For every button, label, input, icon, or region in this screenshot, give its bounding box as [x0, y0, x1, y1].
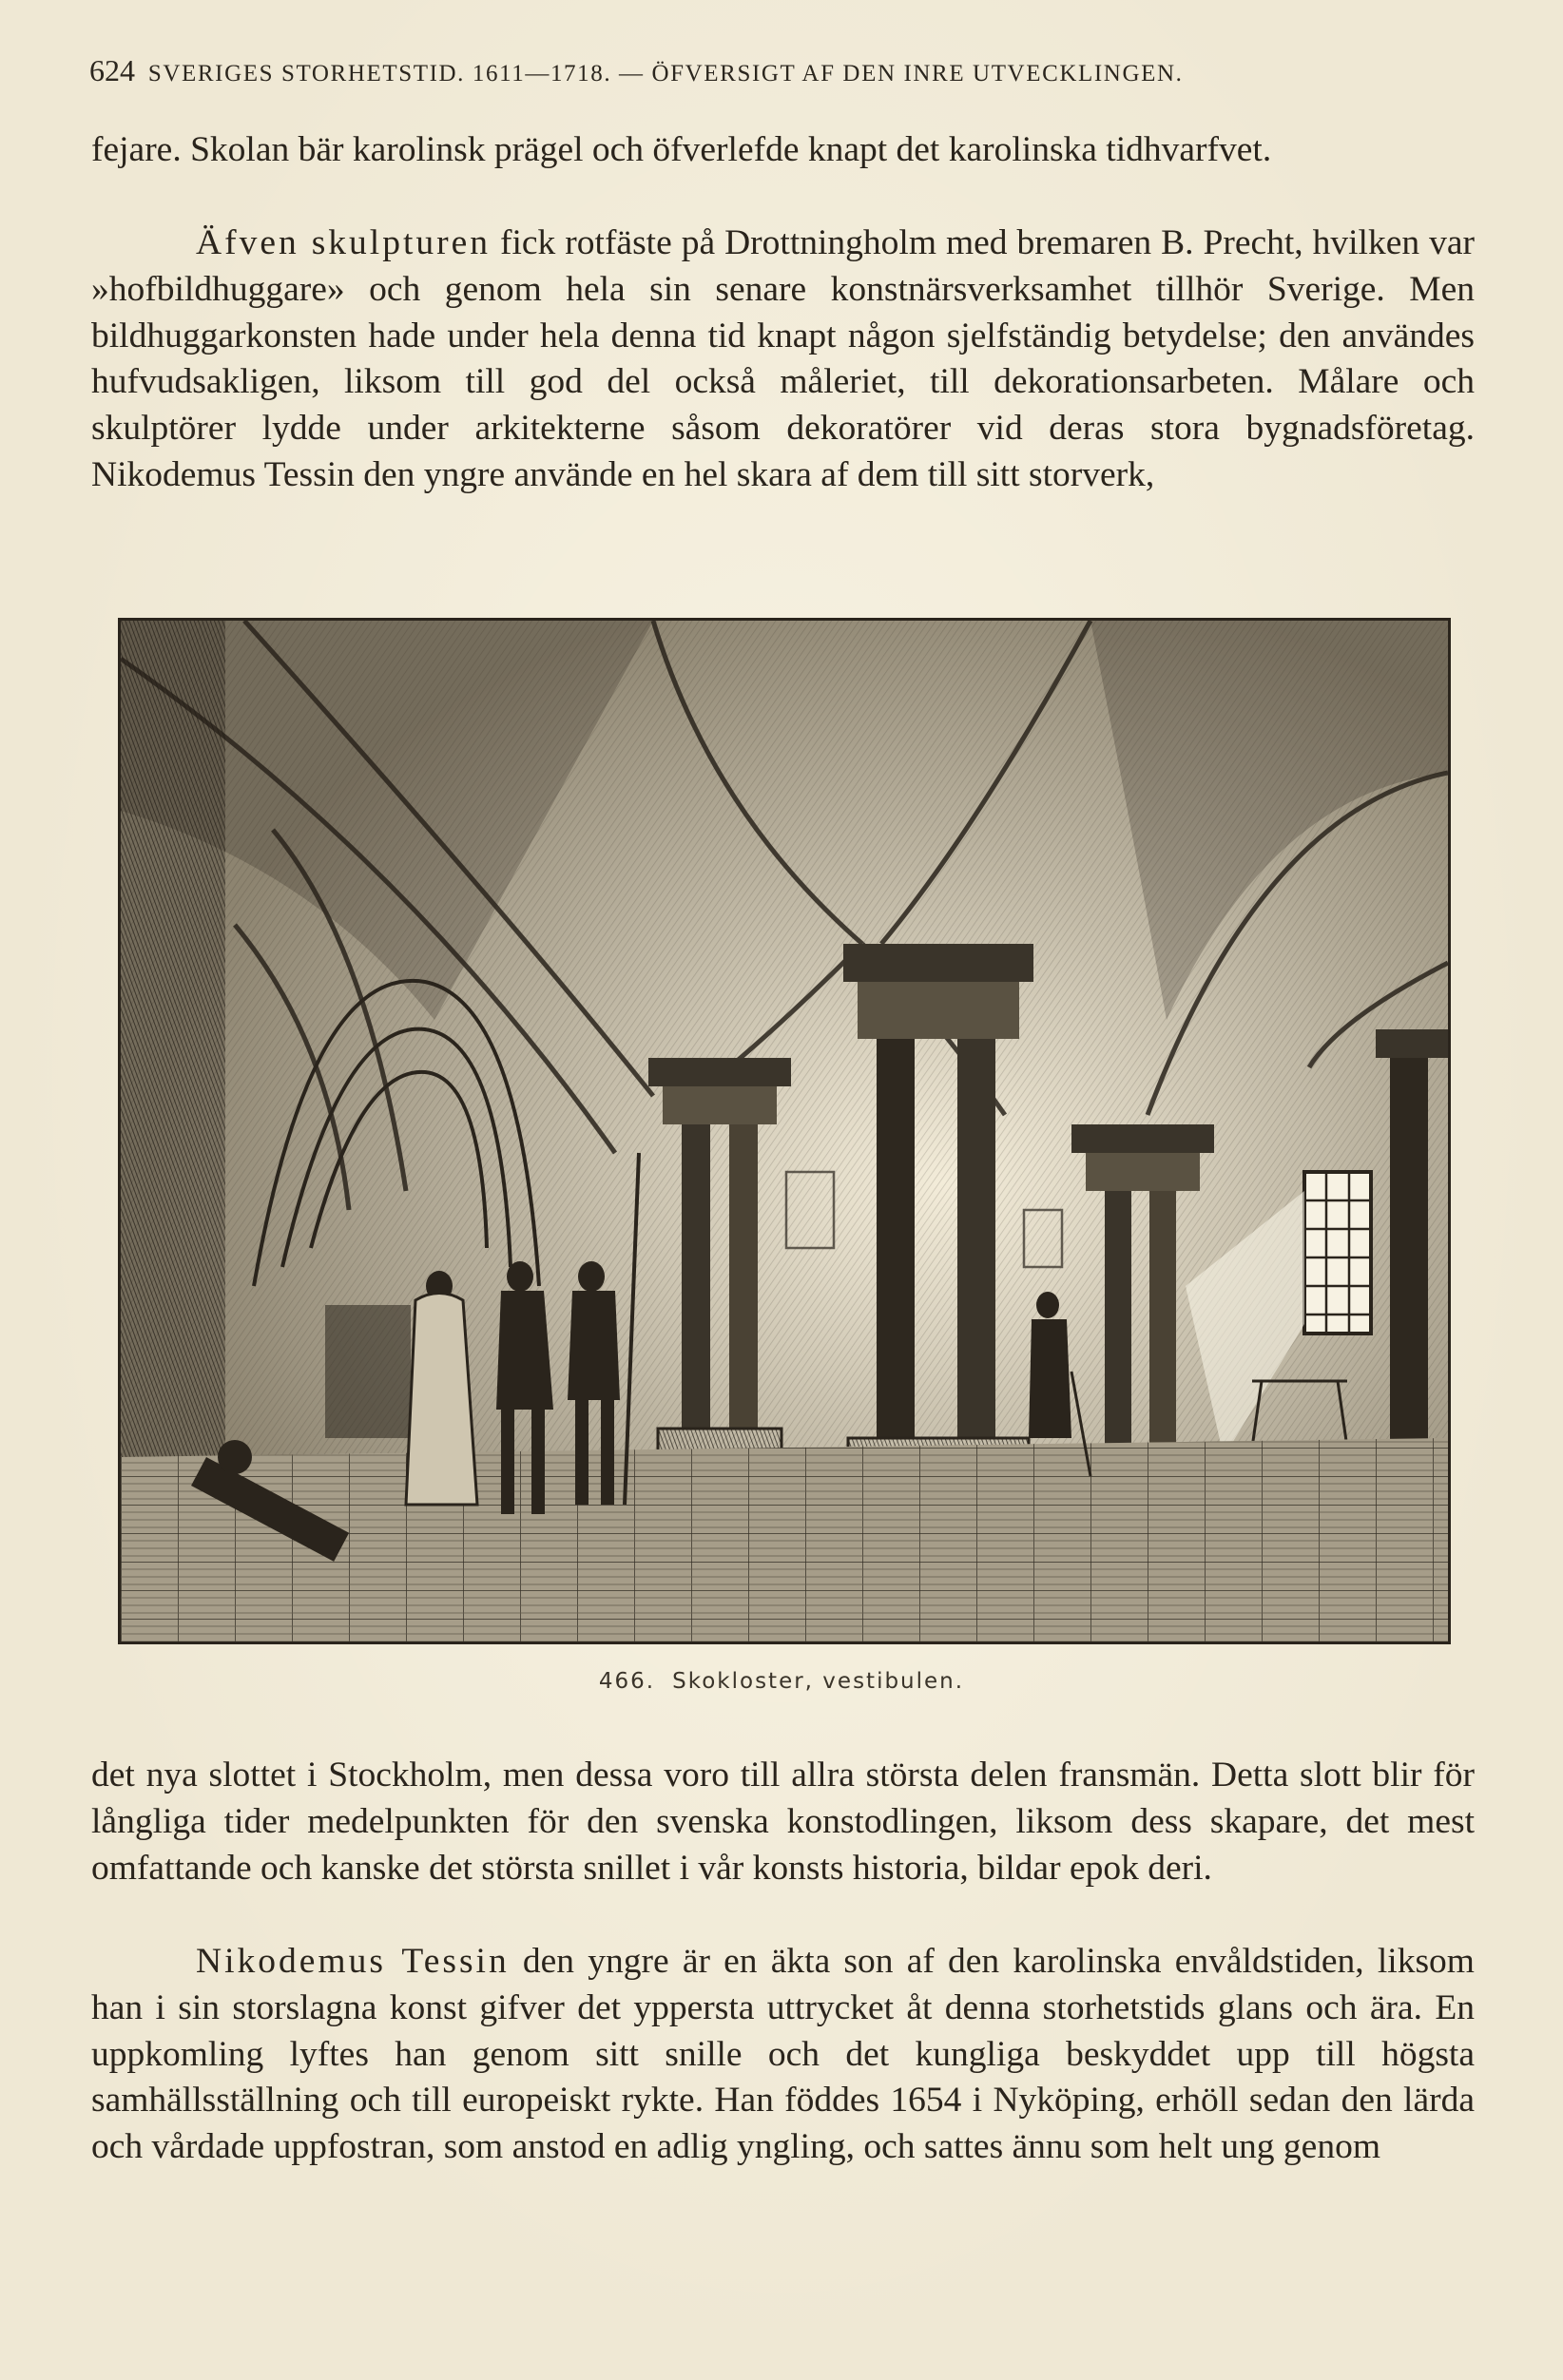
- running-title: SVERIGES STORHETSTID. 1611—1718. — ÖFVERSIGT AF DEN INRE UTVECKLINGEN.: [147, 61, 1184, 86]
- paragraph-continuation-top: [91, 127, 1475, 174]
- page-number: 624: [89, 53, 135, 87]
- paragraph-lead-words: Äfven skulpturen: [196, 223, 492, 262]
- running-header: [89, 53, 1483, 88]
- paragraph-text: det nya slottet i Stockholm, men dessa voro till allra största delen fransmän. Detta slott blir för långliga tider medelpunkten för den svenska konstodlingen, liksom dess skapare, det mest omfattande och kanske det största snillet i vår konsts historia, bildar epok deri.: [91, 1756, 1475, 1888]
- paragraph-text: fejare. Skolan bär karolinsk prägel och öfverlefde knapt det karolinska tidhvarfvet.: [91, 130, 1272, 169]
- paragraph-text: fick rotfäste på Drottningholm med bremaren B. Precht, hvilken var »hofbildhuggare» och genom hela sin senare konstnärsverksamhet tillhör Sverige. Men bildhuggarkonsten hade under hela denna tid knapt någon sjelfständig betydelse; den användes hufvudsakligen, liksom till god del också måleriet, till dekorationsarbeten. Målare och skulptörer lydde under arkitekterne såsom dekoratörer vid deras stora bygnadsföretag. Nikodemus Tessin den yngre använde en hel skara af dem till sitt storverk,: [91, 223, 1475, 494]
- vaulted-hall-engraving: [121, 621, 1448, 1641]
- figure-caption: [0, 1669, 1563, 1694]
- paragraph-sculpture: [91, 221, 1475, 499]
- engraving-illustration: [118, 618, 1451, 1644]
- paragraph-lead-words: Nikodemus Tessin: [196, 1942, 510, 1981]
- paragraph-body: [91, 221, 1475, 499]
- paragraph-continuation-bottom: [91, 1753, 1475, 1891]
- figure-caption-text: Skokloster, vestibulen.: [672, 1669, 965, 1694]
- paragraph-body: [91, 1939, 1475, 2171]
- figure-number: 466.: [598, 1669, 656, 1694]
- paragraph-tessin: [91, 1939, 1475, 2171]
- far-doorway: [325, 1305, 411, 1438]
- paragraph-text: den yngre är en äkta son af den karolinska envåldstiden, liksom han i sin storslagna konst gifver det yppersta uttrycket åt denna storhetstids glans och ära. En uppkomling lyftes han genom sitt snille och det kungliga beskyddet upp till högsta samhällsställning och till europeiskt rykte. Han föddes 1654 i Nyköping, erhöll sedan den lärda och vårdade uppfostran, som anstod en adlig yngling, och sattes ännu som helt ung genom: [91, 1942, 1475, 2167]
